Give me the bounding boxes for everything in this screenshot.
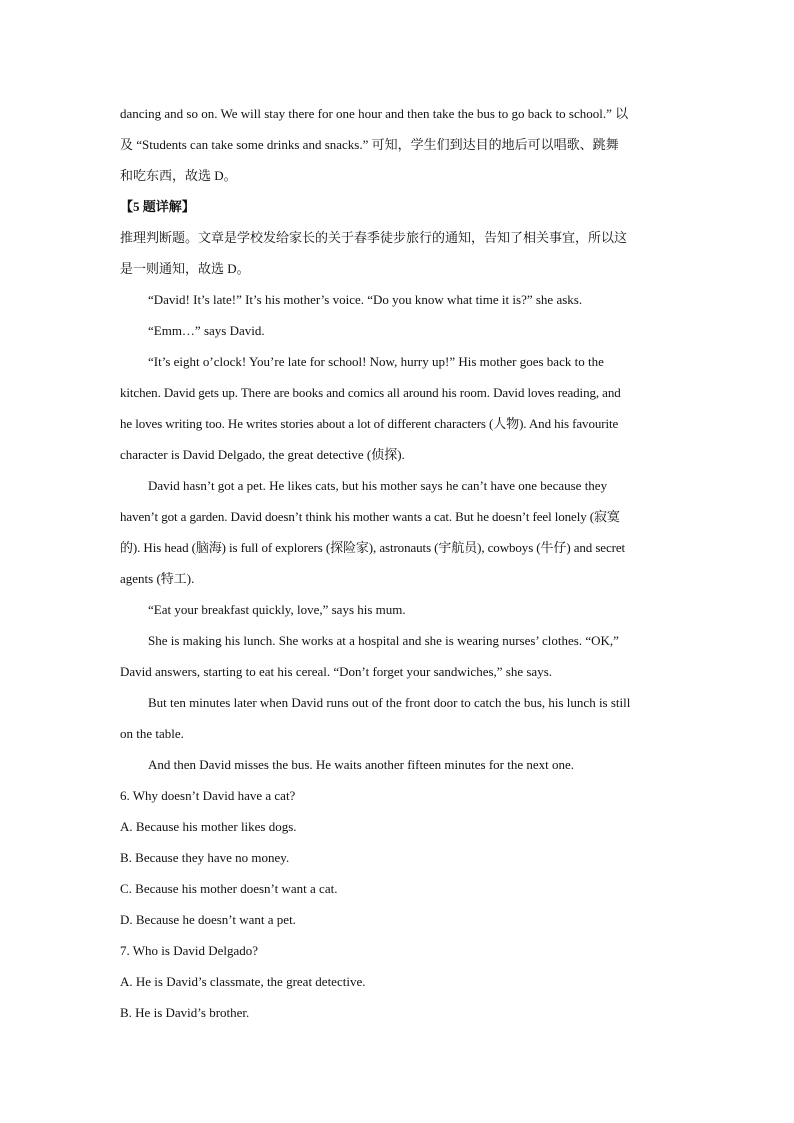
passage-line: “It’s eight o’clock! You’re late for school! Now, hurry up!” His mother goes back to the xyxy=(148,354,604,369)
passage-line: haven’t got a garden. David doesn’t think his mother wants a cat. But he doesn’t feel lonely (寂寞 xyxy=(120,509,620,524)
explanation-top xyxy=(120,98,674,191)
text-line: dancing and so on. We will stay there for one hour and then take the bus to go back to school.” 以 xyxy=(120,106,629,121)
passage-line: “David! It’s late!” It’s his mother’s voice. “Do you know what time it is?” she asks. xyxy=(148,292,583,307)
passage-line: David answers, starting to eat his cereal. “Don’t forget your sandwiches,” she says. xyxy=(120,664,553,679)
option-b: B. Because they have no money. xyxy=(120,850,290,865)
passage-line: She is making his lunch. She works at a hospital and she is wearing nurses’ clothes. “OK,” xyxy=(148,633,619,648)
passage-line: character is David Delgado, the great detective (侦探). xyxy=(120,447,405,462)
text-line: 及 “Students can take some drinks and snacks.” 可知，学生们到达目的地后可以唱歌、跳舞 xyxy=(120,137,619,152)
text-line: 和吃东西，故选 D。 xyxy=(120,168,237,183)
passage-line: agents (特工). xyxy=(120,571,195,586)
passage-line: 的). His head (脑海) is full of explorers (探险家), astronauts (宇航员), cowboys (牛仔) and secret xyxy=(120,540,626,555)
question-stem: 6. Why doesn’t David have a cat? xyxy=(120,788,296,803)
option-c: C. Because his mother doesn’t want a cat. xyxy=(120,881,338,896)
question-7 xyxy=(120,935,674,1028)
question-6 xyxy=(120,780,674,935)
option-a: A. Because his mother likes dogs. xyxy=(120,819,297,834)
option-a: A. He is David’s classmate, the great detective. xyxy=(120,974,366,989)
q5-heading: 【5 题详解】 xyxy=(120,199,195,214)
text-line: 是一则通知，故选 D。 xyxy=(120,261,250,276)
option-d: D. Because he doesn’t want a pet. xyxy=(120,912,296,927)
passage-line: David hasn’t got a pet. He likes cats, but his mother says he can’t have one because they xyxy=(148,478,608,493)
option-b: B. He is David’s brother. xyxy=(120,1005,250,1020)
passage-line: But ten minutes later when David runs out of the front door to catch the bus, his lunch is still xyxy=(148,695,631,710)
reading-passage xyxy=(120,284,674,780)
passage-line: And then David misses the bus. He waits another fifteen minutes for the next one. xyxy=(148,757,575,772)
passage-line: kitchen. David gets up. There are books and comics all around his room. David loves reading, and xyxy=(120,385,621,400)
passage-line: “Eat your breakfast quickly, love,” says his mum. xyxy=(148,602,406,617)
passage-line: “Emm…” says David. xyxy=(148,323,265,338)
question-stem: 7. Who is David Delgado? xyxy=(120,943,259,958)
text-line: 推理判断题。文章是学校发给家长的关于春季徒步旅行的通知，告知了相关事宜，所以这 xyxy=(120,230,628,245)
q5-explanation xyxy=(120,191,674,284)
passage-line: on the table. xyxy=(120,726,184,741)
passage-line: he loves writing too. He writes stories about a lot of different characters (人物). And his favourite xyxy=(120,416,619,431)
